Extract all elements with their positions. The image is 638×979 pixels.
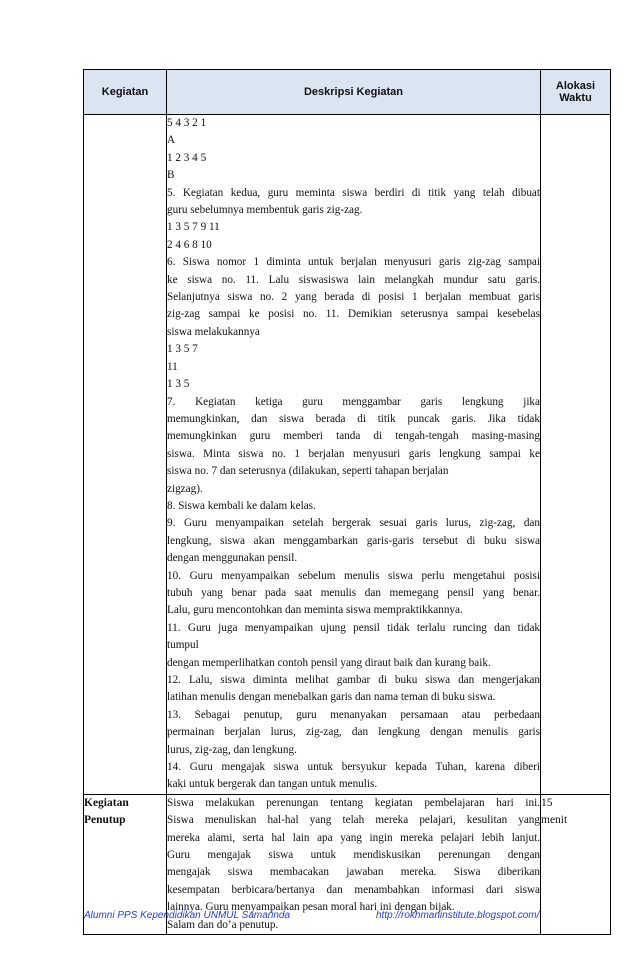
description-line: 5 4 3 2 1 [167,117,207,129]
description-line: Lalu, guru mencontohkan dan meminta siswa mempraktikkannya. [167,604,463,617]
footer-institution: Alumni PPS Kependidikan UNMUL Samarinda [84,910,291,921]
kegiatan-label: Penutup [84,814,126,827]
description-line: 1 3 5 7 [167,343,198,356]
description-line: memungkinkan guru memberi tanda di tengah-tengah masing-masing [167,430,540,443]
description-line: mengajak siswa membacakan jawaban mereka. Siswa diberikan [167,866,540,879]
description-line: Siswa melakukan perenungan tentang kegiatan pembelajaran hari ini. [167,796,540,809]
description-line: 11. Guru juga menyampaikan ujung pensil tidak terlalu runcing dan tidak [167,621,540,634]
header-alokasi-waktu-text: Alokasi Waktu [555,80,596,104]
description-line: 7. Kegiatan ketiga guru menggambar garis lengkung jika [167,395,540,408]
description-line: zigzag). [167,482,203,495]
description-line: tumpul [167,639,199,652]
description-line: 2 4 6 8 10 [167,238,212,251]
description-line: 13. Sebagai penutup, guru menanyakan persamaan atau perbedaan [167,708,540,721]
waktu-value: 15 [541,796,553,809]
description-line: zig-zag sampai ke posisi no. 11. Demikian seterusnya sampai kesebelas [167,308,540,321]
kegiatan-label: Kegiatan [84,796,129,809]
header-alokasi-waktu [541,70,611,115]
description-line: A [167,134,176,147]
row1-kegiatan-cell [84,115,167,795]
description-line: 8. Siswa kembali ke dalam kelas. [167,499,316,512]
description-line: B [167,169,175,182]
footer-url-link[interactable]: http://rokhmaninstitute.blogspot.com/ [376,910,540,921]
description-line: mereka alami, serta hal lain apa yang ingin mereka pelajari lebih lanjut. [167,831,540,844]
description-line: permainan berjalan lurus, zig-zag, dan lengkung dengan menulis garis [167,726,540,739]
description-line: lurus, zig-zag, dan lengkung. [167,743,297,756]
row1-description-cell [167,115,541,795]
description-line: lengkung, siswa akan menggambarkan garis-garis tersebut di buku siswa [167,534,540,547]
description-line: 1 2 3 4 5 [167,151,207,164]
description-line: memungkinkan, dan siswa berada di titik puncak garis. Jika tidak [167,412,540,425]
description-line: 14. Guru mengajak siswa untuk bersyukur kepada Tuhan, karena diberi [167,761,540,774]
description-line: dengan menggunakan pensil. [167,552,298,565]
waktu-unit: menit [541,814,568,827]
description-line: Siswa menuliskan hal-hal yang telah mereka pelajari, kesulitan yang [167,814,540,827]
description-line: 12. Lalu, siswa diminta melihat gambar di buku siswa dan mengerjakan [167,674,540,686]
description-line: lainnya. Guru menyampaikan pesan moral hari ini dengan bijak. [167,901,455,914]
description-line: siswa. Minta siswa no. 1 berjalan menyusuri garis lengkung sampai ke [167,447,540,460]
description-line: 5. Kegiatan kedua, guru meminta siswa berdiri di titik yang telah dibuat [167,186,540,199]
description-line: tubuh yang benar pada saat menulis dan memegang pensil yang benar. [167,586,540,599]
row2-waktu-cell [541,794,611,934]
description-line: 11 [167,360,178,373]
description-line: Guru mengajak siswa untuk mendiskusikan perenungan dengan [167,849,540,862]
description-line: Salam dan do’a penutup. [167,918,279,931]
description-line: kaki untuk bergerak dan tangan untuk menulis. [167,778,378,791]
lesson-activity-table [83,69,611,935]
description-line: guru sebelumnya membentuk garis zig-zag. [167,204,363,217]
row1-waktu-cell [541,115,611,795]
description-line: 9. Guru menyampaikan setelah bergerak sesuai garis lurus, zig-zag, dan [167,517,540,530]
description-line: 1 3 5 [167,378,190,391]
description-line: dengan memperlihatkan contoh pensil yang diraut baik dan kurang baik. [167,656,491,669]
description-line: 6. Siswa nomor 1 diminta untuk berjalan menyusuri garis zig-zag sampai [167,256,540,269]
description-line: siswa no. 7 dan seterusnya (dilakukan, seperti tahapan berjalan [167,465,449,478]
header-kegiatan: Kegiatan [84,70,167,115]
description-line: ke siswa no. 11. Lalu siswasiswa lain melangkah mundur satu garis. [167,273,540,286]
description-line: Selanjutnya siswa no. 2 yang berada di posisi 1 berjalan membuat garis [167,291,540,304]
description-line: 10. Guru menyampaikan sebelum menulis siswa perlu mengetahui posisi [167,569,540,582]
table-header-row [84,70,611,115]
description-line: siswa melakukannya [167,325,260,338]
description-line: kesempatan berbicara/bertanya dan menambahkan informasi dari siswa [167,883,540,896]
header-deskripsi: Deskripsi Kegiatan [167,70,541,115]
table-row [84,115,611,795]
description-line: latihan menulis dengan menebalkan garis dan nama teman di buku siswa. [167,691,496,704]
description-line: 1 3 5 7 9 11 [167,221,220,234]
